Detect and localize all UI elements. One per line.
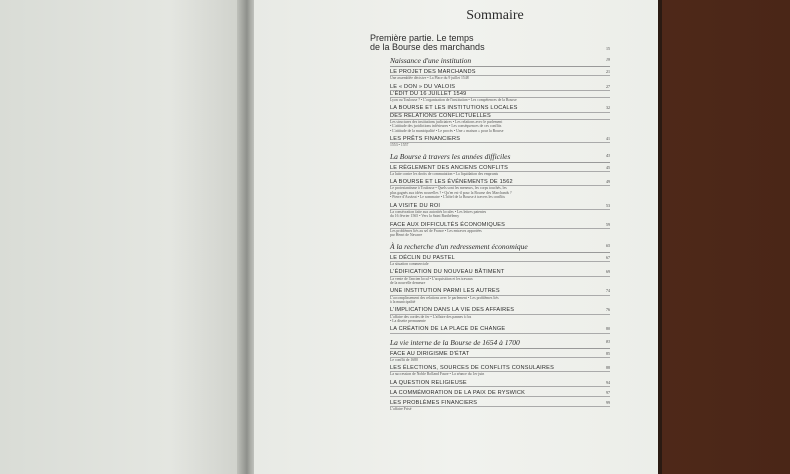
part-heading [370, 34, 610, 52]
left-page-blank [0, 0, 243, 474]
part-heading-line-2: de la Bourse des marchands [370, 42, 485, 52]
page-edge [658, 0, 662, 474]
toc-entry: UNE INSTITUTION PARMI LES AUTRES 74 L'accomplissement des relations avec le parlement • Les problèmes liés à la municipalité [390, 288, 610, 304]
toc-entry: LA CRÉATION DE LA PLACE DE CHANGE 80 [390, 326, 610, 333]
toc-entry: LES PRÊTS FINANCIERS 41 1553 • 1557 [390, 136, 610, 148]
toc-entry: LA QUESTION RELIGIEUSE 94 [390, 379, 610, 386]
section-heading: La vie interne de la Bourse de 1654 à 1700 83 [390, 337, 610, 347]
section-heading: À la recherche d'un redressement économique 65 [390, 241, 610, 251]
toc-entry: L'ÉDIFICATION DU NOUVEAU BÂTIMENT 69 La vente de l'ancien local • L'acquisition et les travaux de la nouvelle demeure [390, 269, 610, 285]
toc-entry: LE « DON » DU VALOIS L'ÉDIT DU 16 JUILLET 1549 27 Lyon ou Toulouse ? • L'organisation de l'institution • Les compétences de la Bourse [390, 83, 610, 103]
section-heading: Naissance d'une institution 19 [390, 56, 610, 65]
toc-entry: LA COMMÉMORATION DE LA PAIX DE RYSWICK 97 [390, 390, 610, 396]
toc-entry: LE PROJET DES MARCHANDS 21 Une assemblée décisive • La Place du 9 juillet 1548 [390, 69, 610, 81]
toc-entry: LES ÉLECTIONS, SOURCES DE CONFLITS CONSULAIRES 88 La succession de Noble Rolland Faure • La séance du 1er juin [390, 365, 610, 377]
toc-entry: LA VISITE DU ROI 53 La consécration faite aux autorités locales • Les lettres patentes du 16 février 1565 • Vers la Saint Barthélemy [390, 202, 610, 219]
toc-entry: LA BOURSE ET LES INSTITUTIONS LOCALES DES RELATIONS CONFLICTUELLES 32 Les structures des institutions judiciaires • Les relations avec le parlement • L'attitude des juridictions inférieures • Les conséquences de ces conflits • L'attitude de la municipalité • Le procès • Une « maison » pour la Bourse [390, 105, 610, 133]
toc-entry: LE DÉCLIN DU PASTEL 67 La situation commerciale [390, 254, 610, 266]
part-heading-line-1: Première partie. Le temps [370, 33, 474, 43]
toc-entry: LA BOURSE ET LES ÉVÉNEMENTS DE 1562 49 Le protestantisme à Toulouse • Quels sont les meneurs, les corps touchés, les plus gagnés aux idées nouvelles ? • Qu'en est-il pour la Bourse des Marchands ? • Pierre d'Assézat • Le sommaire • L'hôtel de la Bourse à travers les conflits [390, 179, 610, 200]
toc-entry: LES PROBLÈMES FINANCIERS 99 L'affaire Frisé [390, 400, 610, 412]
toc-title: Sommaire [466, 8, 524, 23]
toc-entry: LE RÈGLEMENT DES ANCIENS CONFLITS 45 La lutte contre les droits de commutation • La liquidation des emprunts [390, 164, 610, 176]
section-heading: La Bourse à travers les années difficiles 43 [390, 151, 610, 161]
toc-entry: L'IMPLICATION DANS LA VIE DES AFFAIRES 76 L'affaire des cordes de fer • L'affaire des pannes à fos • La disette permanente [390, 307, 610, 323]
page-number: 15 [606, 46, 610, 51]
toc-entry: FACE AUX DIFFICULTÉS ÉCONOMIQUES 59 Les problèmes liés au sel de France • Les entraves apportées par Henri de Navarre [390, 221, 610, 238]
table-of-contents [370, 8, 610, 415]
toc-entry: FACE AU DIRIGISME D'ÉTAT 85 Le conflit de 1680 [390, 350, 610, 362]
